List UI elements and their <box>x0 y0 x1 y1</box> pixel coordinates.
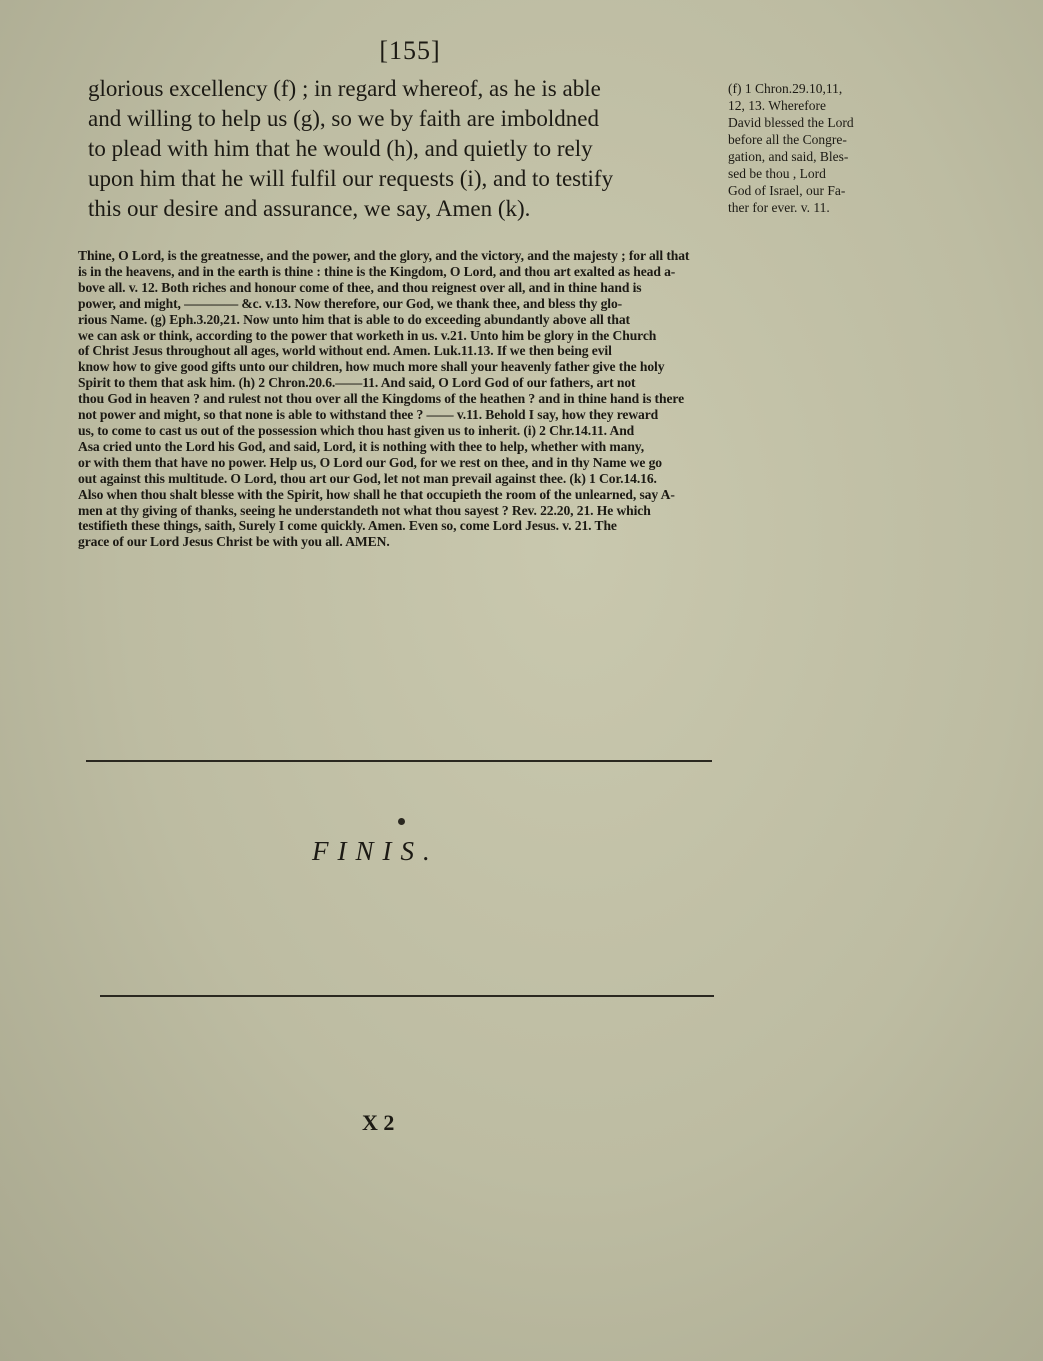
note-line: or with them that have no power. Help us, O Lord our God, for we rest on thee, and in thy Name we go <box>78 454 662 470</box>
note-line: grace of our Lord Jesus Christ be with you all. AMEN. <box>78 534 390 550</box>
marginal-note-line: sed be thou , Lord <box>728 166 826 181</box>
main-line: and willing to help us (g), so we by faith are imboldned <box>88 106 600 131</box>
marginal-note-line: God of Israel, our Fa- <box>728 183 846 198</box>
scripture-notes <box>78 248 908 550</box>
note-line: thou God in heaven ? and rulest not thou over all the Kingdoms of the heathen ? and in thine hand is there <box>78 391 684 407</box>
note-line: Also when thou shalt blesse with the Spirit, how shall he that occupieth the room of the unlearned, say A- <box>78 486 675 502</box>
marginal-note <box>728 80 910 216</box>
note-line: us, to come to cast us out of the possession which thou hast given us to inherit. (i) 2 Chr.14.11. And <box>78 422 635 438</box>
note-line: out against this multitude. O Lord, thou art our God, let not man prevail against thee. (k) 1 Cor.14.16. <box>78 470 657 486</box>
marginal-note-line: ther for ever. v. 11. <box>728 200 830 215</box>
note-line: Asa cried unto the Lord his God, and said, Lord, it is nothing with thee to help, whether with many, <box>78 438 645 454</box>
divider-top <box>86 760 712 762</box>
note-line: is in the heavens, and in the earth is thine : thine is the Kingdom, O Lord, and thou art exalted as head a- <box>78 263 676 279</box>
marginal-note-line: David blessed the Lord <box>728 115 854 130</box>
main-paragraph <box>88 74 728 224</box>
note-line: bove all. v. 12. Both riches and honour come of thee, and thou reignest over all, and in thine hand is <box>78 279 642 295</box>
note-line: know how to give good gifts unto our children, how much more shall your heavenly father give the holy <box>78 359 665 375</box>
note-line: men at thy giving of thanks, seeing he understandeth not what thou sayest ? Rev. 22.20, 21. He which <box>78 502 651 518</box>
note-line: power, and might, ———— &c. v.13. Now therefore, our God, we thank thee, and bless thy glo- <box>78 295 623 311</box>
signature-mark: X 2 <box>362 1110 395 1135</box>
main-line: this our desire and assurance, we say, Amen (k). <box>88 196 531 221</box>
main-line: upon him that he will fulfil our requests (i), and to testify <box>88 166 614 191</box>
marginal-note-line: before all the Congre- <box>728 132 847 147</box>
page-number: [155] <box>379 36 441 65</box>
note-line: Thine, O Lord, is the greatnesse, and the power, and the glory, and the victory, and the majesty ; for all that <box>78 248 690 263</box>
main-line: glorious excellency (f) ; in regard whereof, as he is able <box>88 76 601 101</box>
marginal-note-line: (f) 1 Chron.29.10,11, <box>728 81 843 96</box>
marginal-note-line: 12, 13. Wherefore <box>728 98 826 113</box>
note-line: Spirit to them that ask him. (h) 2 Chron.20.6.——11. And said, O Lord God of our fathers, art not <box>78 375 636 391</box>
finis-heading: FINIS. <box>312 836 439 866</box>
main-line: to plead with him that he would (h), and quietly to rely <box>88 136 593 161</box>
note-line: we can ask or think, according to the power that worketh in us. v.21. Unto him be glory in the Church <box>78 327 657 343</box>
ink-dot <box>398 818 405 825</box>
marginal-note-line: gation, and said, Bles- <box>728 149 849 164</box>
note-line: of Christ Jesus throughout all ages, world without end. Amen. Luk.11.13. If we then being evil <box>78 343 612 359</box>
note-line: not power and might, so that none is able to withstand thee ? —— v.11. Behold I say, how they reward <box>78 407 659 423</box>
note-line: rious Name. (g) Eph.3.20,21. Now unto him that is able to do exceeding abundantly above all that <box>78 311 630 327</box>
divider-bottom <box>100 995 714 997</box>
note-line: testifieth these things, saith, Surely I come quickly. Amen. Even so, come Lord Jesus. v. 21. The <box>78 518 617 534</box>
